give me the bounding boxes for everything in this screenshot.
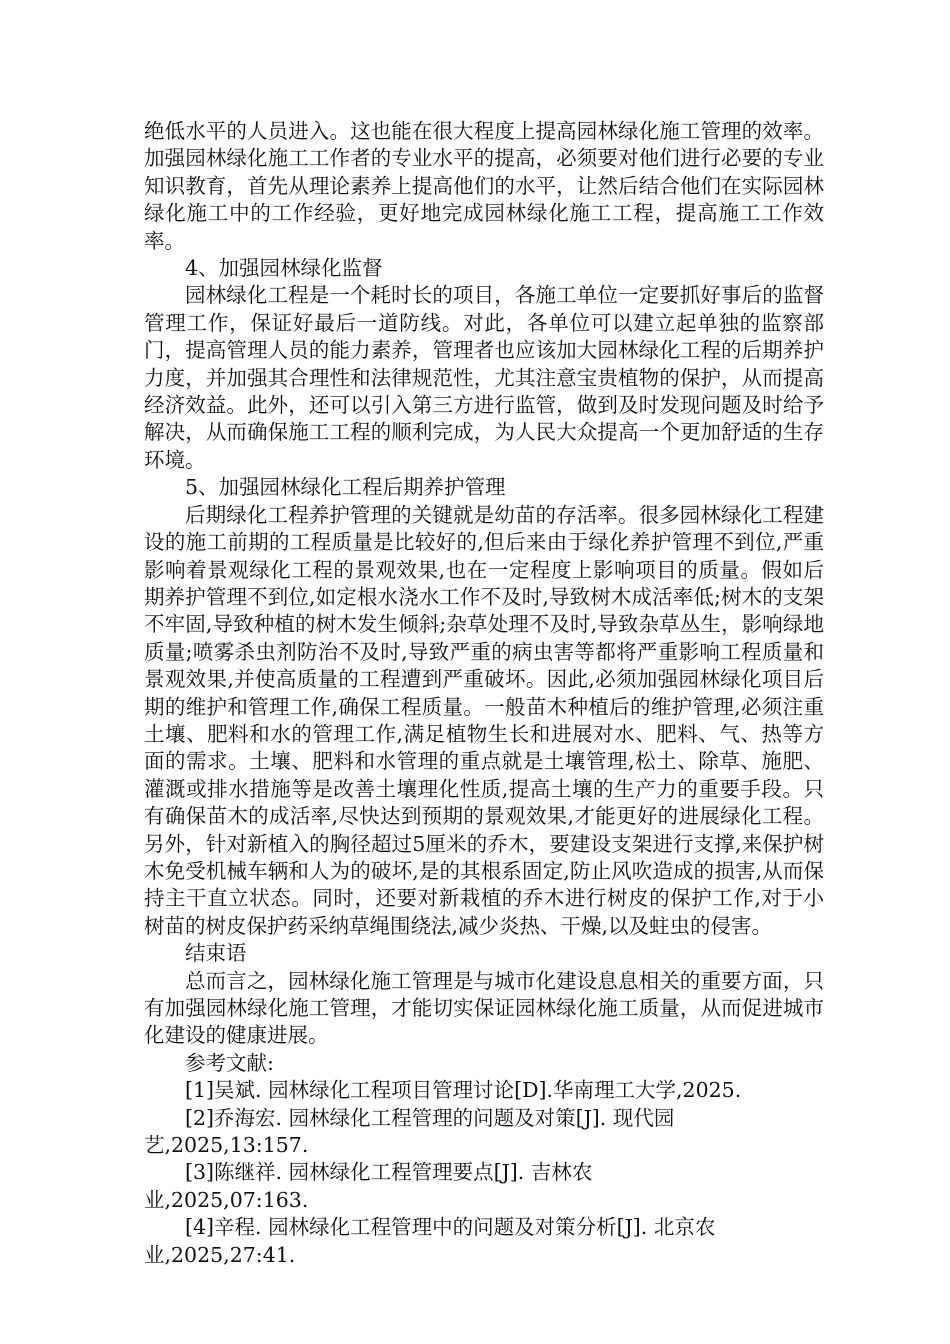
section-4-heading: 4、加强园林绿化监督 [185,256,383,281]
document-body [144,118,824,1269]
reference-3-text-b: 业,2025,07:163. [144,1187,309,1212]
reference-2-text-b: 艺,2025,13:157. [144,1133,309,1158]
section-4-paragraph: 园林绿化工程是一个耗时长的项目，各施工单位一定要抓好事后的监督管理工作，保证好最后一道防线。对此，各单位可以建立起单独的监察部门，提高管理人员的能力素养，管理者也应该加大园林绿化工程的后期养护力度，并加强其合理性和法律规范性，尤其注意宝贵植物的保护，从而提高经济效益。此外，还可以引入第三方进行监管，做到及时发现问题及时给予解决，从而确保施工工程的顺利完成，为人民大众提高一个更加舒适的生存环境。 [144,283,824,472]
reference-4-text-a: [4]辛程. 园林绿化工程管理中的问题及对策分析[J]. 北京农 [185,1215,716,1240]
reference-item-1 [144,1077,824,1104]
reference-1-text: [1]吴斌. 园林绿化工程项目管理讨论[D].华南理工大学,2025. [185,1078,742,1103]
reference-item-3 [144,1159,824,1214]
reference-3-text-a: [3]陈继祥. 园林绿化工程管理要点[J]. 吉林农 [185,1160,593,1185]
reference-item-4 [144,1214,824,1269]
reference-2-text-a: [2]乔海宏. 园林绿化工程管理的问题及对策[J]. 现代园 [185,1105,675,1130]
references-heading: 参考文献: [185,1050,274,1075]
reference-item-2 [144,1105,824,1160]
conclusion-heading: 结束语 [185,941,247,966]
section-5-paragraph: 后期绿化工程养护管理的关键就是幼苗的存活率。很多园林绿化工程建设的施工前期的工程质量是比较好的,但后来由于绿化养护管理不到位,严重影响着景观绿化工程的景观效果,也在一定程度上影响项目的质量。假如后期养护管理不到位,如定根水浇水工作不及时,导致树木成活率低;树木的支架不牢固,导致种植的树木发生倾斜;杂草处理不及时,导致杂草丛生，影响绿地质量;喷雾杀虫剂防治不及时,导致严重的病虫害等都将严重影响工程质量和景观效果,并使高质量的工程遭到严重破坏。因此,必须加强园林绿化项目后期的维护和管理工作,确保工程质量。一般苗木种植后的维护管理,必须注重土壤、肥料和水的管理工作,满足植物生长和进展对水、肥料、气、热等方面的需求。土壤、肥料和水管理的重点就是土壤管理,松土、除草、施肥、灌溉或排水措施等是改善土壤理化性质,提高土壤的生产力的重要手段。只有确保苗木的成活率,尽快达到预期的景观效果,才能更好的进展绿化工程。另外，针对新植入的胸径超过5厘米的乔木，要建设支架进行支撑,来保护树木免受机械车辆和人为的破坏,是的其根系固定,防止风吹造成的损害,从而保持主干直立状态。同时，还要对新栽植的乔木进行树皮的保护工作,对于小树苗的树皮保护药采纳草绳围绕法,减少炎热、干燥,以及蛀虫的侵害。 [144,502,824,938]
intro-paragraph: 绝低水平的人员进入。这也能在很大程度上提高园林绿化施工管理的效率。加强园林绿化施工工作者的专业水平的提高，必须要对他们进行必要的专业知识教育，首先从理论素养上提高他们的水平，让然后结合他们在实际园林绿化施工中的工作经验，更好地完成园林绿化施工工程，提高施工工作效率。 [144,119,824,253]
conclusion-paragraph: 总而言之，园林绿化施工管理是与城市化建设息息相关的重要方面，只有加强园林绿化施工管理，才能切实保证园林绿化施工质量，从而促进城市化建设的健康进展。 [144,968,824,1048]
section-5-heading: 5、加强园林绿化工程后期养护管理 [185,475,506,500]
reference-4-text-b: 业,2025,27:41. [144,1242,296,1267]
